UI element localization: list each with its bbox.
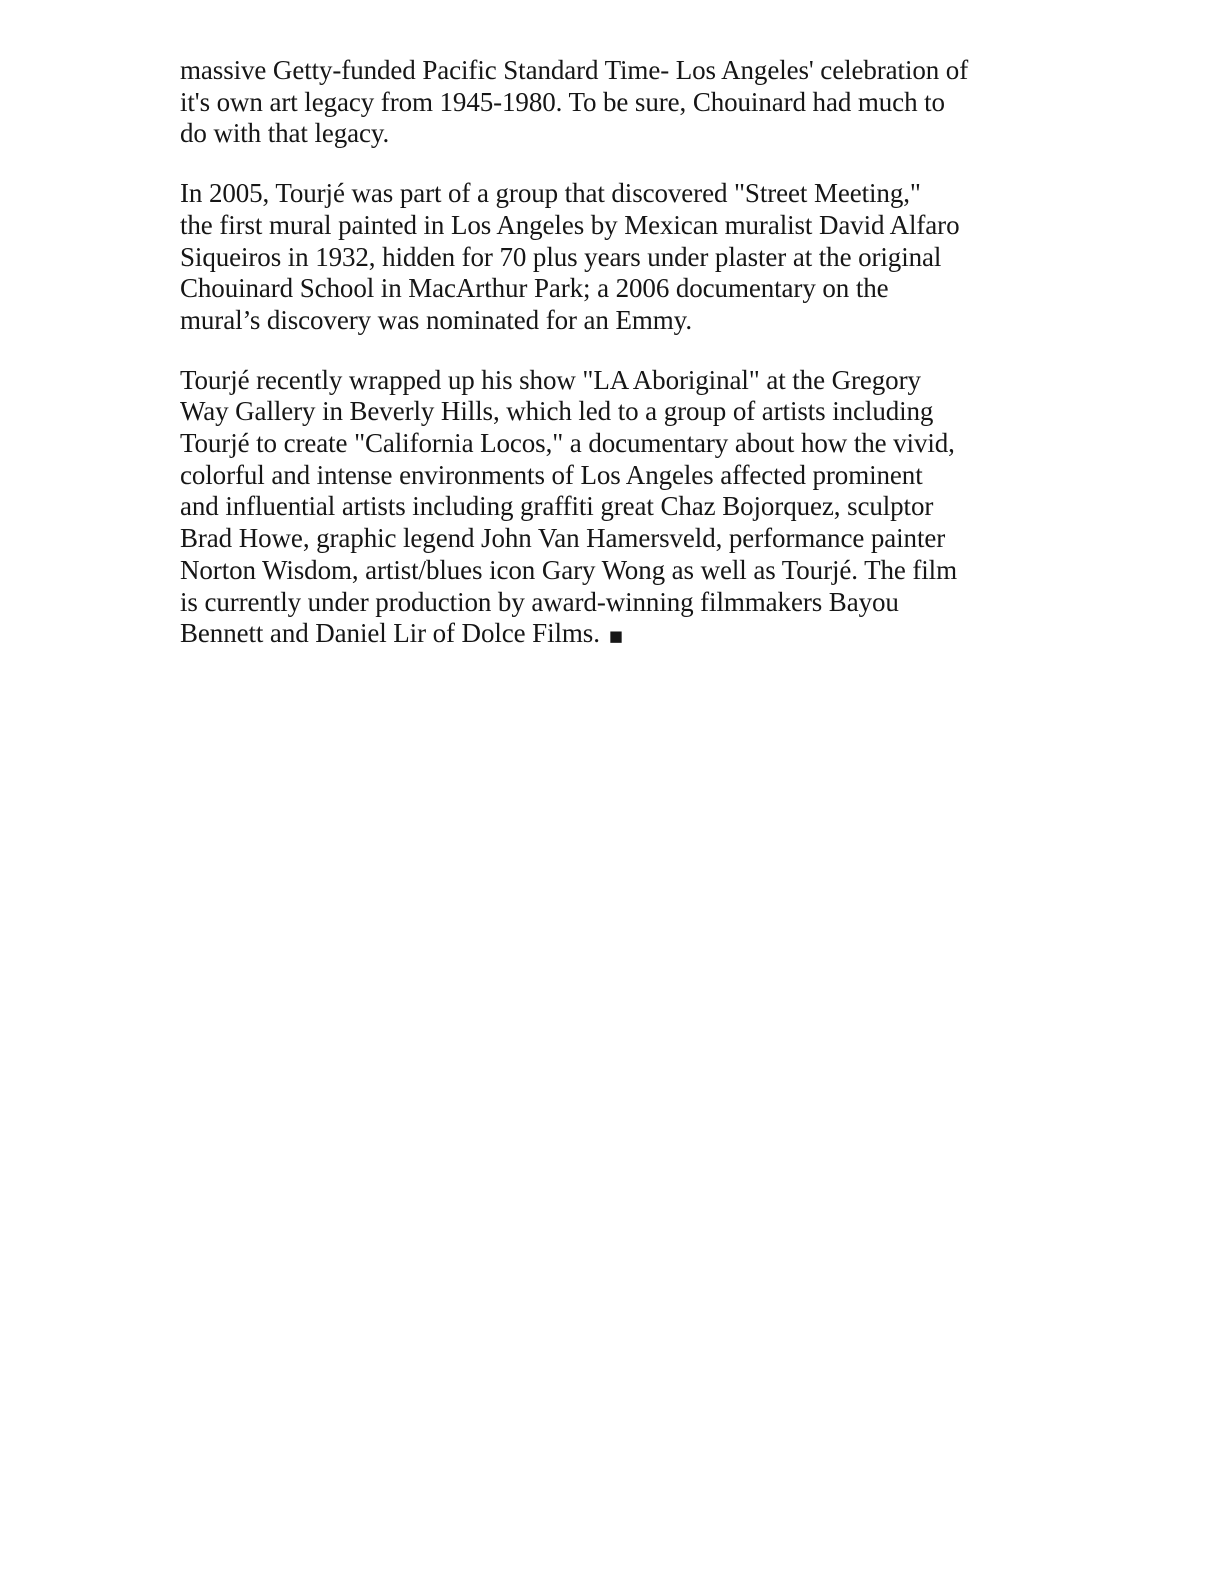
text-line: Norton Wisdom, artist/blues icon Gary Wong as well as Tourjé. The film <box>180 554 957 585</box>
paragraph-3 <box>180 365 1060 653</box>
text-line: Brad Howe, graphic legend John Van Hamersveld, performance painter <box>180 523 946 554</box>
text-line: Way Gallery in Beverly Hills, which led to a group of artists including <box>180 396 934 427</box>
text-line: In 2005, Tourjé was part of a group that discovered "Street Meeting," <box>180 178 921 209</box>
text-line: Siqueiros in 1932, hidden for 70 plus years under plaster at the original <box>180 241 942 272</box>
text-line: colorful and intense environments of Los Angeles affected prominent <box>180 459 923 490</box>
text-line: mural’s discovery was nominated for an Emmy. <box>180 304 692 335</box>
last-line-text: Bennett and Daniel Lir of Dolce Films. <box>180 618 600 649</box>
text-line: do with that legacy. <box>180 118 390 149</box>
text-line: and influential artists including graffiti great Chaz Bojorquez, sculptor <box>180 491 934 522</box>
paragraph-2 <box>180 178 1060 337</box>
text-line <box>180 618 1060 653</box>
end-of-article-marker: ■ <box>608 627 623 646</box>
paragraph-1 <box>180 55 1060 150</box>
text-line: Chouinard School in MacArthur Park; a 2006 documentary on the <box>180 273 889 304</box>
text-line: is currently under production by award-winning filmmakers Bayou <box>180 586 899 617</box>
text-line: Tourjé recently wrapped up his show "LA Aboriginal" at the Gregory <box>180 364 921 395</box>
text-line: massive Getty-funded Pacific Standard Time- Los Angeles' celebration of <box>180 55 969 85</box>
article-body <box>180 55 1060 681</box>
text-line: the first mural painted in Los Angeles by Mexican muralist David Alfaro <box>180 209 960 240</box>
text-line: Tourjé to create "California Locos," a documentary about how the vivid, <box>180 428 955 459</box>
text-line: it's own art legacy from 1945-1980. To be sure, Chouinard had much to <box>180 86 945 117</box>
